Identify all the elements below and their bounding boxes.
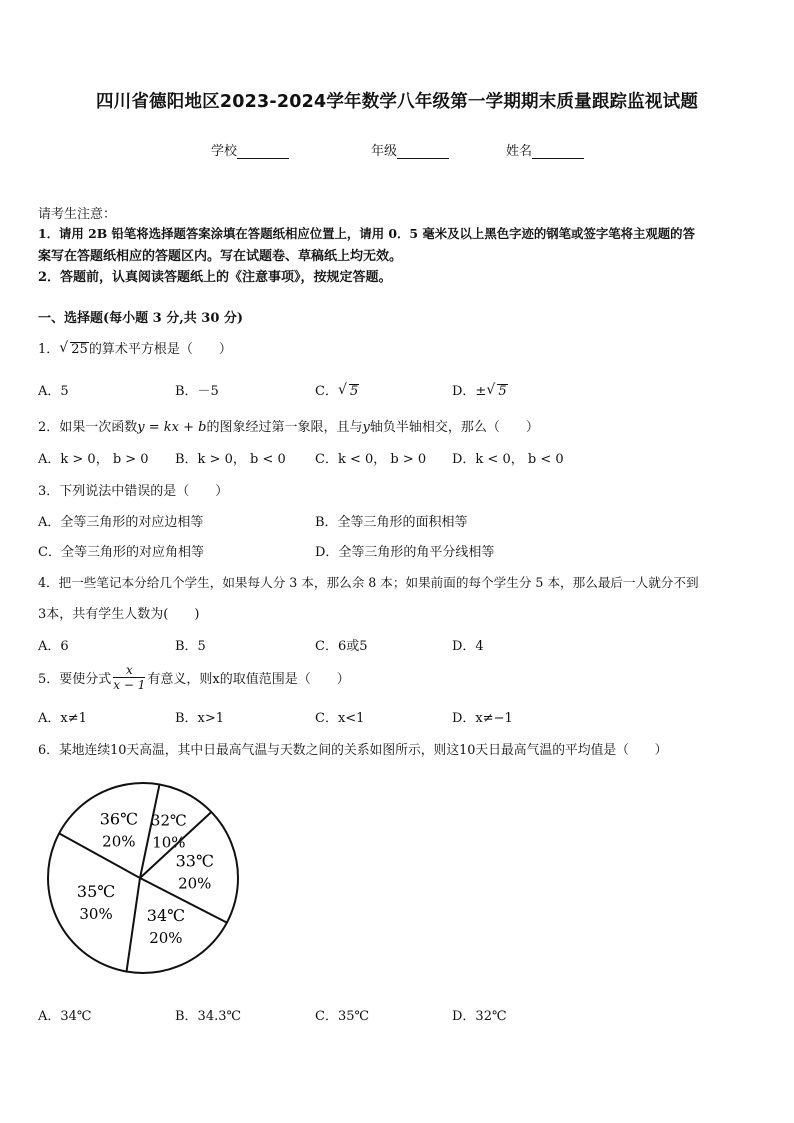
q2-option-d[interactable]: D．k < 0， b < 0: [452, 452, 564, 467]
pie-slice-category-label: 36℃: [99, 809, 138, 829]
q4-option-a[interactable]: A．6: [38, 639, 69, 654]
radical-icon: √: [486, 382, 496, 398]
question-5: 5．要使分式 $\frac{x}{x - 1}$ 有意义，则x的取值范围是（ ）: [38, 663, 350, 692]
q3-option-a[interactable]: A．全等三角形的对应边相等: [38, 515, 204, 530]
notice-item-1-line-2: 案写在答题纸相应的答题区内。写在试题卷、草稿纸上均无效。: [38, 249, 403, 264]
q1-option-a[interactable]: A．5: [38, 384, 69, 399]
sqrt-5: √ 5: [337, 382, 359, 399]
name-label: 姓名: [506, 144, 533, 159]
sqrt-25: √ 25: [59, 340, 88, 357]
sqrt-5: √ 5: [486, 382, 507, 399]
q4-option-c[interactable]: C．6或5: [315, 639, 368, 654]
pie-slice-percent-label: 10%: [152, 833, 186, 852]
question-2: 2．如果一次函数y = kx + b的图象经过第一象限，且与y轴负半轴相交，那么（ ）: [38, 420, 539, 435]
q6-option-c[interactable]: C．35℃: [315, 1009, 370, 1024]
school-label: 学校: [211, 144, 238, 159]
q1-option-d[interactable]: D．± √ 5: [452, 382, 507, 399]
pie-slice-percent-label: 20%: [149, 928, 183, 947]
radical-icon: √: [337, 382, 347, 398]
fraction: $\frac{x}{x - 1}$: [113, 663, 146, 692]
school-blank[interactable]: [237, 144, 289, 159]
q5-option-b[interactable]: B．x>1: [175, 711, 225, 726]
notice-item-1-line-1: 1．请用 2B 铅笔将选择题答案涂填在答题纸相应位置上，请用 0．5 毫米及以上黑色字迹的钢笔或签字笔将主观题的答: [38, 226, 695, 241]
pie-chart: [40, 780, 250, 990]
q5-option-a[interactable]: A．x≠1: [38, 711, 87, 726]
grade-label: 年级: [371, 144, 398, 159]
section-heading: 一、选择题(每小题 3 分,共 30 分): [38, 311, 244, 326]
question-4-line-1: 4．把一些笔记本分给几个学生，如果每人分 3 本，那么余 8 本；如果前面的每个学生分 5 本，那么最后一人就分不到: [38, 575, 699, 590]
y-axis-var: y: [362, 420, 370, 435]
notice-heading: 请考生注意：: [38, 207, 117, 222]
radical-icon: √: [59, 340, 69, 356]
question-3: 3．下列说法中错误的是（ ）: [38, 484, 229, 499]
name-blank[interactable]: [532, 144, 584, 159]
q2-option-b[interactable]: B．k > 0， b < 0: [175, 452, 286, 467]
q4-option-b[interactable]: B．5: [175, 639, 206, 654]
q6-option-a[interactable]: A．34℃: [38, 1009, 92, 1024]
question-4-line-2: 3本，共有学生人数为( ): [38, 607, 200, 622]
pie-slice-percent-label: 20%: [178, 874, 212, 893]
q2-option-a[interactable]: A．k > 0， b > 0: [38, 452, 149, 467]
question-1: [38, 338, 232, 357]
pie-slice-category-label: 35℃: [76, 881, 116, 901]
q3-option-c[interactable]: C．全等三角形的对应角相等: [38, 545, 204, 560]
notice-item-2: 2．答题前，认真阅读答题纸上的《注意事项》，按规定答题。: [38, 270, 392, 285]
school-field[interactable]: [211, 140, 289, 159]
grade-blank[interactable]: [397, 144, 449, 159]
grade-field[interactable]: [371, 140, 449, 159]
q3-option-d[interactable]: D．全等三角形的角平分线相等: [315, 545, 495, 560]
name-field[interactable]: [506, 140, 584, 159]
q1-option-c[interactable]: C． √ 5: [315, 382, 359, 399]
q2-option-c[interactable]: C．k < 0， b > 0: [315, 452, 427, 467]
q6-option-d[interactable]: D．32℃: [452, 1009, 507, 1024]
q1-suffix: 的算术平方根是（ ）: [88, 342, 232, 357]
pie-slice-percent-label: 20%: [102, 832, 136, 851]
pie-slice-percent-label: 30%: [79, 904, 113, 923]
function-expr: y = kx + b: [137, 420, 207, 435]
q6-option-b[interactable]: B．34.3℃: [175, 1009, 242, 1024]
page-title: 四川省德阳地区2023-2024学年数学八年级第一学期期末质量跟踪监视试题: [95, 92, 699, 112]
q1-prefix: 1．: [38, 342, 60, 357]
pie-slice-category-label: 33℃: [175, 851, 214, 871]
q1-option-b[interactable]: B．－5: [175, 384, 219, 399]
pie-slice-category-label: 34℃: [146, 905, 186, 925]
q5-option-c[interactable]: C．x<1: [315, 711, 365, 726]
pie-slice-category-label: 32℃: [150, 811, 187, 830]
q5-option-d[interactable]: D．x≠−1: [452, 711, 513, 726]
q4-option-d[interactable]: D．4: [452, 639, 484, 654]
question-6: 6．某地连续10天高温，其中日最高气温与天数之间的关系如图所示，则这10天日最高气温的平均值是（ ）: [38, 743, 668, 758]
q3-option-b[interactable]: B．全等三角形的面积相等: [315, 515, 468, 530]
